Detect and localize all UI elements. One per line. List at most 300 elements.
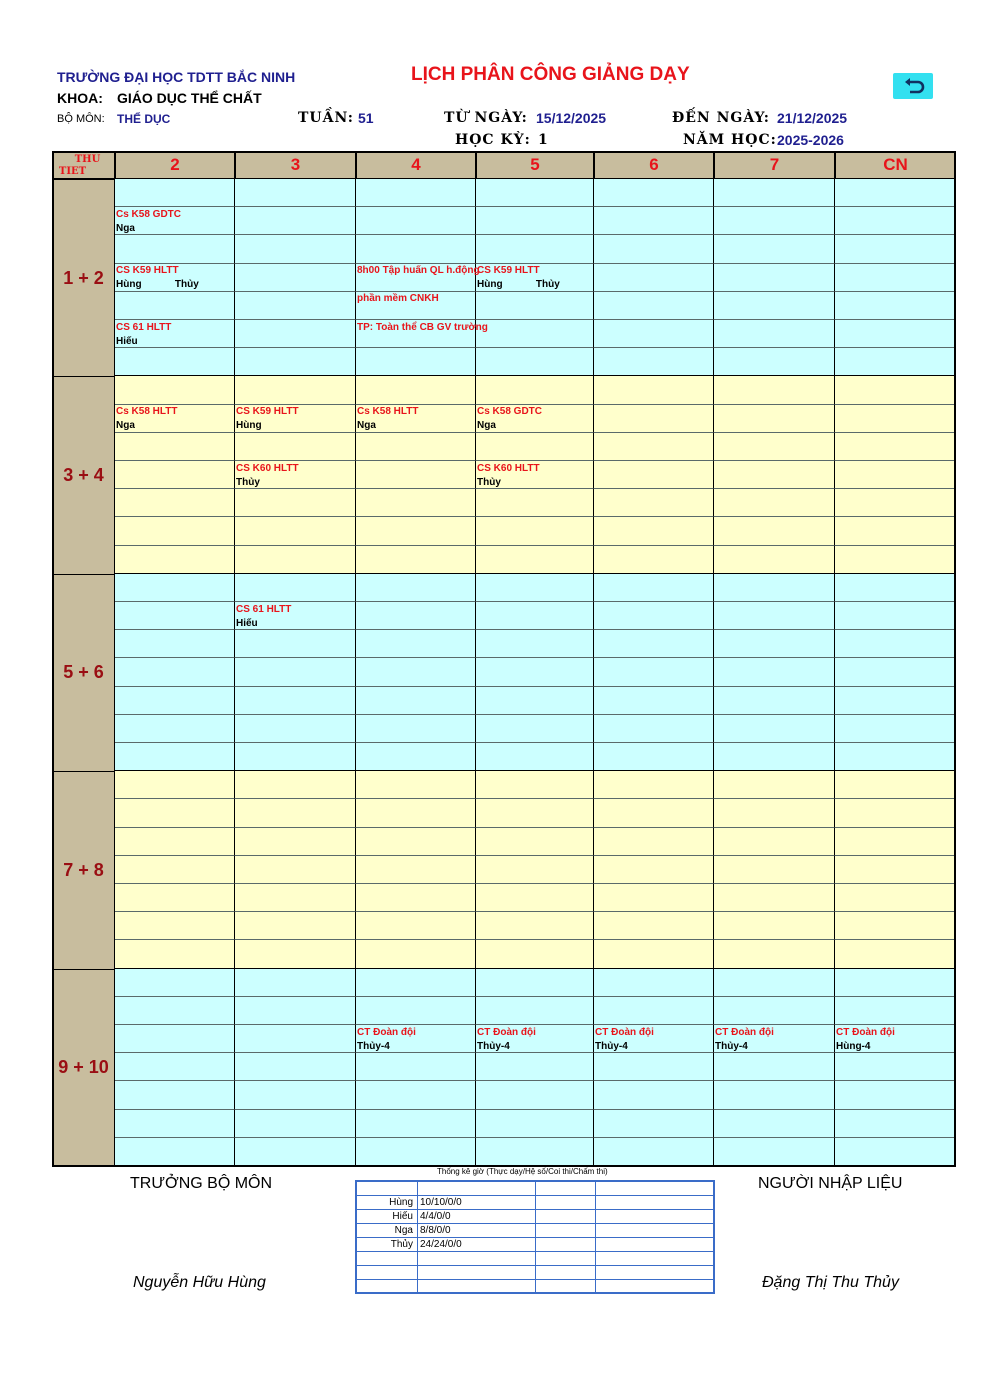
- teacher-label: Nga: [116, 420, 135, 432]
- schedule-cell[interactable]: [714, 856, 835, 884]
- schedule-cell[interactable]: [714, 1053, 835, 1081]
- schedule-cell[interactable]: [714, 828, 835, 856]
- schedule-cell[interactable]: [235, 799, 356, 827]
- schedule-cell[interactable]: [356, 602, 476, 630]
- corner-bottom-label: TIET: [58, 165, 87, 177]
- schedule-cell[interactable]: [356, 489, 476, 517]
- schedule-cell[interactable]: [235, 658, 356, 686]
- schedule-cell[interactable]: [235, 912, 356, 940]
- schedule-cell[interactable]: [594, 235, 714, 263]
- schedule-cell[interactable]: [356, 940, 476, 968]
- schedule-entry: [116, 405, 178, 433]
- schedule-cell[interactable]: [714, 235, 835, 263]
- schedule-cell[interactable]: [356, 207, 476, 235]
- schedule-cell[interactable]: [235, 1110, 356, 1138]
- schedule-cell[interactable]: [594, 799, 714, 827]
- schedule-cell[interactable]: [594, 658, 714, 686]
- schedule-cell[interactable]: [115, 743, 235, 771]
- bomon-label: BỘ MÔN:: [57, 113, 105, 125]
- schedule-cell[interactable]: [594, 179, 714, 207]
- stats-divider: [535, 1266, 536, 1279]
- schedule-cell[interactable]: [476, 799, 594, 827]
- schedule-cell[interactable]: [235, 856, 356, 884]
- schedule-cell[interactable]: [714, 687, 835, 715]
- schedule-cell[interactable]: [356, 546, 476, 574]
- schedule-cell[interactable]: [476, 433, 594, 461]
- schedule-cell[interactable]: [835, 1081, 956, 1109]
- stats-divider: [535, 1252, 536, 1265]
- schedule-cell[interactable]: [714, 207, 835, 235]
- schedule-cell[interactable]: [714, 264, 835, 292]
- schedule-cell[interactable]: [476, 1138, 594, 1166]
- schedule-cell[interactable]: [714, 884, 835, 912]
- schedule-cell[interactable]: [476, 771, 594, 799]
- schedule-cell[interactable]: [235, 320, 356, 348]
- tuan-value: 51: [358, 110, 374, 126]
- schedule-cell[interactable]: [235, 348, 356, 376]
- schedule-cell[interactable]: [594, 489, 714, 517]
- schedule-cell[interactable]: [235, 292, 356, 320]
- stats-divider: [535, 1280, 536, 1293]
- schedule-cell[interactable]: [594, 1081, 714, 1109]
- schedule-cell[interactable]: [235, 715, 356, 743]
- schedule-entry: [357, 1026, 416, 1054]
- schedule-cell[interactable]: [476, 320, 594, 348]
- return-button[interactable]: [893, 73, 933, 99]
- schedule-cell[interactable]: [476, 940, 594, 968]
- schedule-cell[interactable]: [594, 828, 714, 856]
- schedule-cell[interactable]: [235, 179, 356, 207]
- schedule-cell[interactable]: [594, 743, 714, 771]
- schedule-cell[interactable]: [356, 912, 476, 940]
- schedule-cell[interactable]: [835, 264, 956, 292]
- schedule-cell[interactable]: [594, 771, 714, 799]
- schedule-cell[interactable]: [835, 320, 956, 348]
- schedule-cell[interactable]: [235, 433, 356, 461]
- schedule-cell[interactable]: [115, 1025, 235, 1053]
- course-label: CT Đoàn đội: [595, 1026, 654, 1038]
- schedule-cell[interactable]: [115, 574, 235, 602]
- schedule-cell[interactable]: [714, 517, 835, 545]
- schedule-cell[interactable]: [115, 630, 235, 658]
- schedule-cell[interactable]: [476, 602, 594, 630]
- schedule-entry: [595, 1026, 654, 1054]
- schedule-cell[interactable]: [356, 884, 476, 912]
- stats-teacher-hours: 24/24/0/0: [420, 1239, 462, 1250]
- schedule-cell[interactable]: [235, 1025, 356, 1053]
- schedule-cell[interactable]: [476, 207, 594, 235]
- schedule-cell[interactable]: [835, 574, 956, 602]
- schedule-cell[interactable]: [835, 687, 956, 715]
- schedule-cell[interactable]: [835, 630, 956, 658]
- schedule-cell[interactable]: [714, 574, 835, 602]
- schedule-cell[interactable]: [714, 405, 835, 433]
- page-title: LỊCH PHÂN CÔNG GIẢNG DẠY: [411, 64, 690, 85]
- schedule-cell[interactable]: [235, 546, 356, 574]
- data-entry-name: Đặng Thị Thu Thủy: [762, 1274, 899, 1291]
- tu-ngay-value: 15/12/2025: [536, 110, 607, 126]
- teacher-label: Thủy: [236, 476, 260, 488]
- schedule-cell[interactable]: [714, 771, 835, 799]
- schedule-cell[interactable]: [235, 1081, 356, 1109]
- schedule-cell[interactable]: [476, 715, 594, 743]
- schedule-cell[interactable]: [235, 517, 356, 545]
- schedule-cell[interactable]: [115, 1081, 235, 1109]
- schedule-cell[interactable]: [115, 687, 235, 715]
- schedule-cell[interactable]: [476, 235, 594, 263]
- teacher-label: Nga: [477, 420, 496, 432]
- schedule-cell[interactable]: [835, 997, 956, 1025]
- stats-row: [357, 1224, 713, 1238]
- schedule-cell[interactable]: [714, 348, 835, 376]
- schedule-entry: [236, 603, 291, 631]
- schedule-cell[interactable]: [235, 574, 356, 602]
- schedule-cell[interactable]: [115, 1110, 235, 1138]
- nam-hoc-value: 2025-2026: [777, 132, 844, 148]
- schedule-cell[interactable]: [356, 348, 476, 376]
- schedule-cell[interactable]: [476, 292, 594, 320]
- schedule-cell[interactable]: [594, 517, 714, 545]
- schedule-cell[interactable]: [835, 235, 956, 263]
- schedule-cell[interactable]: [356, 574, 476, 602]
- schedule-cell[interactable]: [594, 602, 714, 630]
- schedule-cell[interactable]: [115, 1053, 235, 1081]
- stats-divider: [535, 1196, 536, 1209]
- course-label: Cs K58 GDTC: [116, 208, 182, 220]
- schedule-cell[interactable]: [835, 517, 956, 545]
- schedule-cell[interactable]: [594, 1110, 714, 1138]
- schedule-cell[interactable]: [835, 433, 956, 461]
- schedule-cell[interactable]: [476, 743, 594, 771]
- schedule-cell[interactable]: [835, 715, 956, 743]
- schedule-cell[interactable]: [356, 1053, 476, 1081]
- schedule-cell[interactable]: [594, 264, 714, 292]
- schedule-cell[interactable]: [356, 235, 476, 263]
- schedule-cell[interactable]: [835, 602, 956, 630]
- schedule-cell[interactable]: [115, 912, 235, 940]
- schedule-cell[interactable]: [835, 799, 956, 827]
- stats-divider: [535, 1238, 536, 1251]
- schedule-cell[interactable]: [476, 856, 594, 884]
- schedule-cell[interactable]: [356, 997, 476, 1025]
- schedule-cell[interactable]: [714, 489, 835, 517]
- schedule-cell[interactable]: [235, 828, 356, 856]
- schedule-cell[interactable]: [476, 687, 594, 715]
- schedule-cell[interactable]: [714, 940, 835, 968]
- schedule-cell[interactable]: [235, 687, 356, 715]
- schedule-cell[interactable]: [594, 348, 714, 376]
- schedule-cell[interactable]: [714, 715, 835, 743]
- period-label-2: 3 + 4: [52, 376, 115, 574]
- schedule-cell[interactable]: [714, 292, 835, 320]
- schedule-cell[interactable]: [115, 884, 235, 912]
- course-label: 8h00 Tập huấn QL h.động: [357, 265, 480, 277]
- schedule-cell[interactable]: [594, 405, 714, 433]
- schedule-cell[interactable]: [235, 1138, 356, 1166]
- schedule-cell[interactable]: [356, 1110, 476, 1138]
- schedule-cell[interactable]: [115, 997, 235, 1025]
- schedule-cell[interactable]: [594, 969, 714, 997]
- schedule-cell[interactable]: [594, 715, 714, 743]
- schedule-cell[interactable]: [714, 1081, 835, 1109]
- stats-row: [357, 1196, 713, 1210]
- schedule-cell[interactable]: [714, 602, 835, 630]
- schedule-cell[interactable]: [356, 856, 476, 884]
- schedule-cell[interactable]: [235, 376, 356, 404]
- stats-divider: [595, 1224, 596, 1237]
- schedule-cell[interactable]: [476, 348, 594, 376]
- schedule-cell[interactable]: [594, 856, 714, 884]
- schedule-cell[interactable]: [714, 376, 835, 404]
- schedule-cell[interactable]: [714, 320, 835, 348]
- schedule-cell[interactable]: [714, 969, 835, 997]
- course-label: TP: Toàn thể CB GV trường: [357, 321, 488, 333]
- schedule-cell[interactable]: [835, 856, 956, 884]
- teacher-label: Thủy-4: [477, 1040, 510, 1052]
- corner-header: [52, 151, 115, 179]
- schedule-cell[interactable]: [594, 1053, 714, 1081]
- schedule-cell[interactable]: [356, 376, 476, 404]
- schedule-cell[interactable]: [476, 546, 594, 574]
- schedule-cell[interactable]: [115, 969, 235, 997]
- schedule-cell[interactable]: [594, 884, 714, 912]
- schedule-cell[interactable]: [115, 292, 235, 320]
- school-name: TRƯỜNG ĐẠI HỌC TDTT BẮC NINH: [57, 69, 296, 85]
- schedule-cell[interactable]: [115, 940, 235, 968]
- schedule-cell[interactable]: [714, 1110, 835, 1138]
- schedule-cell[interactable]: [115, 602, 235, 630]
- schedule-entry: [477, 462, 540, 490]
- schedule-cell[interactable]: [235, 771, 356, 799]
- schedule-cell[interactable]: [356, 461, 476, 489]
- schedule-cell[interactable]: [835, 1110, 956, 1138]
- schedule-cell[interactable]: [356, 517, 476, 545]
- stats-teacher-hours: 8/8/0/0: [420, 1225, 451, 1236]
- course-label: CT Đoàn đội: [836, 1026, 895, 1038]
- stats-divider: [595, 1280, 596, 1293]
- schedule-cell[interactable]: [714, 1138, 835, 1166]
- schedule-cell[interactable]: [835, 348, 956, 376]
- schedule-cell[interactable]: [115, 433, 235, 461]
- stats-divider: [535, 1182, 536, 1195]
- schedule-cell[interactable]: [476, 912, 594, 940]
- schedule-cell[interactable]: [476, 884, 594, 912]
- schedule-cell[interactable]: [476, 489, 594, 517]
- schedule-entry: [715, 1026, 774, 1054]
- schedule-cell[interactable]: [714, 743, 835, 771]
- schedule-cell[interactable]: [835, 743, 956, 771]
- schedule-cell[interactable]: [594, 433, 714, 461]
- tuan-label: TUẦN:: [298, 110, 354, 126]
- schedule-cell[interactable]: [235, 997, 356, 1025]
- course-label: CS 61 HLTT: [236, 603, 292, 615]
- schedule-cell[interactable]: [356, 828, 476, 856]
- stats-teacher-name: Hiếu: [392, 1211, 413, 1222]
- schedule-cell[interactable]: [835, 771, 956, 799]
- schedule-cell[interactable]: [115, 376, 235, 404]
- teacher-label: Hiếu: [116, 335, 138, 347]
- schedule-cell[interactable]: [594, 461, 714, 489]
- schedule-cell[interactable]: [356, 658, 476, 686]
- schedule-cell[interactable]: [356, 687, 476, 715]
- schedule-cell[interactable]: [476, 574, 594, 602]
- schedule-cell[interactable]: [115, 546, 235, 574]
- schedule-entry: [836, 1026, 895, 1054]
- schedule-table: [52, 151, 956, 1167]
- schedule-cell[interactable]: [835, 969, 956, 997]
- course-label: CS K59 HLTT: [236, 406, 299, 418]
- schedule-cell[interactable]: [115, 715, 235, 743]
- schedule-cell[interactable]: [714, 997, 835, 1025]
- schedule-entry: [357, 264, 480, 278]
- stats-teacher-name: Hùng: [389, 1197, 413, 1208]
- schedule-cell[interactable]: [115, 799, 235, 827]
- schedule-cell[interactable]: [594, 940, 714, 968]
- schedule-cell[interactable]: [714, 461, 835, 489]
- corner-top-label: THU: [74, 153, 101, 165]
- stats-title: Thống kê giờ (Thực dạy/Hệ số/Coi thi/Chấm thi): [437, 1167, 608, 1176]
- schedule-cell[interactable]: [594, 207, 714, 235]
- schedule-cell[interactable]: [714, 433, 835, 461]
- schedule-cell[interactable]: [835, 828, 956, 856]
- course-label: CS K59 HLTT: [477, 265, 540, 277]
- schedule-entry: [116, 264, 199, 292]
- schedule-cell[interactable]: [115, 1138, 235, 1166]
- teacher-label: Thủy-4: [715, 1040, 748, 1052]
- schedule-cell[interactable]: [835, 940, 956, 968]
- teacher-label: Hùng: [236, 420, 262, 432]
- schedule-cell[interactable]: [476, 179, 594, 207]
- schedule-cell[interactable]: [835, 1053, 956, 1081]
- schedule-cell[interactable]: [594, 292, 714, 320]
- schedule-cell[interactable]: [714, 179, 835, 207]
- schedule-cell[interactable]: [115, 856, 235, 884]
- schedule-cell[interactable]: [835, 658, 956, 686]
- schedule-cell[interactable]: [835, 207, 956, 235]
- schedule-cell[interactable]: [356, 1138, 476, 1166]
- schedule-cell[interactable]: [476, 969, 594, 997]
- teacher-label: Thủy-4: [595, 1040, 628, 1052]
- schedule-cell[interactable]: [115, 461, 235, 489]
- schedule-cell[interactable]: [115, 179, 235, 207]
- period-label-3: 5 + 6: [52, 574, 115, 772]
- schedule-cell[interactable]: [594, 376, 714, 404]
- schedule-entry: [116, 321, 171, 349]
- schedule-cell[interactable]: [476, 1081, 594, 1109]
- stats-divider: [595, 1266, 596, 1279]
- schedule-cell[interactable]: [835, 1138, 956, 1166]
- schedule-cell[interactable]: [115, 235, 235, 263]
- schedule-cell[interactable]: [594, 1138, 714, 1166]
- schedule-cell[interactable]: [476, 997, 594, 1025]
- schedule-cell[interactable]: [235, 743, 356, 771]
- schedule-cell[interactable]: [115, 348, 235, 376]
- schedule-cell[interactable]: [235, 264, 356, 292]
- schedule-cell[interactable]: [356, 743, 476, 771]
- schedule-cell[interactable]: [235, 630, 356, 658]
- schedule-cell[interactable]: [714, 630, 835, 658]
- schedule-cell[interactable]: [476, 1053, 594, 1081]
- schedule-cell[interactable]: [476, 517, 594, 545]
- schedule-cell[interactable]: [235, 207, 356, 235]
- schedule-cell[interactable]: [835, 489, 956, 517]
- schedule-cell[interactable]: [356, 715, 476, 743]
- teacher-label: Hùng-4: [836, 1040, 871, 1052]
- schedule-cell[interactable]: [594, 630, 714, 658]
- stats-teacher-name: Nga: [394, 1225, 413, 1236]
- schedule-cell[interactable]: [115, 658, 235, 686]
- schedule-cell[interactable]: [356, 630, 476, 658]
- schedule-cell[interactable]: [476, 630, 594, 658]
- schedule-cell[interactable]: [594, 320, 714, 348]
- schedule-cell[interactable]: [835, 546, 956, 574]
- schedule-cell[interactable]: [714, 912, 835, 940]
- schedule-cell[interactable]: [594, 997, 714, 1025]
- schedule-cell[interactable]: [835, 179, 956, 207]
- schedule-cell[interactable]: [835, 376, 956, 404]
- schedule-cell[interactable]: [835, 292, 956, 320]
- stats-divider: [535, 1224, 536, 1237]
- teacher-label: Hiếu: [236, 617, 258, 629]
- schedule-cell[interactable]: [835, 461, 956, 489]
- schedule-cell[interactable]: [835, 884, 956, 912]
- schedule-cell[interactable]: [835, 912, 956, 940]
- schedule-cell[interactable]: [714, 799, 835, 827]
- stats-row: [357, 1266, 713, 1280]
- schedule-cell[interactable]: [235, 884, 356, 912]
- schedule-cell[interactable]: [356, 969, 476, 997]
- stats-row: [357, 1210, 713, 1224]
- schedule-cell[interactable]: [115, 489, 235, 517]
- schedule-cell[interactable]: [115, 517, 235, 545]
- schedule-cell[interactable]: [356, 799, 476, 827]
- schedule-cell[interactable]: [235, 969, 356, 997]
- schedule-cell[interactable]: [356, 771, 476, 799]
- schedule-cell[interactable]: [594, 574, 714, 602]
- stats-row: [357, 1252, 713, 1266]
- schedule-cell[interactable]: [115, 771, 235, 799]
- schedule-cell[interactable]: [476, 828, 594, 856]
- schedule-cell[interactable]: [835, 405, 956, 433]
- stats-row: [357, 1238, 713, 1252]
- stats-teacher-hours: 10/10/0/0: [420, 1197, 462, 1208]
- schedule-cell[interactable]: [476, 376, 594, 404]
- schedule-cell[interactable]: [714, 658, 835, 686]
- schedule-cell[interactable]: [235, 940, 356, 968]
- stats-divider: [417, 1182, 418, 1195]
- schedule-entry: [357, 321, 488, 335]
- period-label-5: 9 + 10: [52, 969, 115, 1167]
- stats-teacher-name: Thủy: [390, 1239, 413, 1250]
- schedule-cell[interactable]: [235, 489, 356, 517]
- teacher-label: Thủy-4: [357, 1040, 390, 1052]
- stats-row: [357, 1182, 713, 1196]
- schedule-cell[interactable]: [594, 912, 714, 940]
- schedule-cell[interactable]: [714, 546, 835, 574]
- schedule-entry: [357, 405, 419, 433]
- schedule-cell[interactable]: [594, 546, 714, 574]
- schedule-cell[interactable]: [476, 1110, 594, 1138]
- schedule-cell[interactable]: [115, 828, 235, 856]
- schedule-cell[interactable]: [356, 1081, 476, 1109]
- schedule-cell[interactable]: [235, 1053, 356, 1081]
- stats-divider: [417, 1238, 418, 1251]
- schedule-cell[interactable]: [235, 235, 356, 263]
- schedule-cell[interactable]: [356, 179, 476, 207]
- schedule-cell[interactable]: [476, 658, 594, 686]
- schedule-cell[interactable]: [594, 687, 714, 715]
- schedule-cell[interactable]: [356, 433, 476, 461]
